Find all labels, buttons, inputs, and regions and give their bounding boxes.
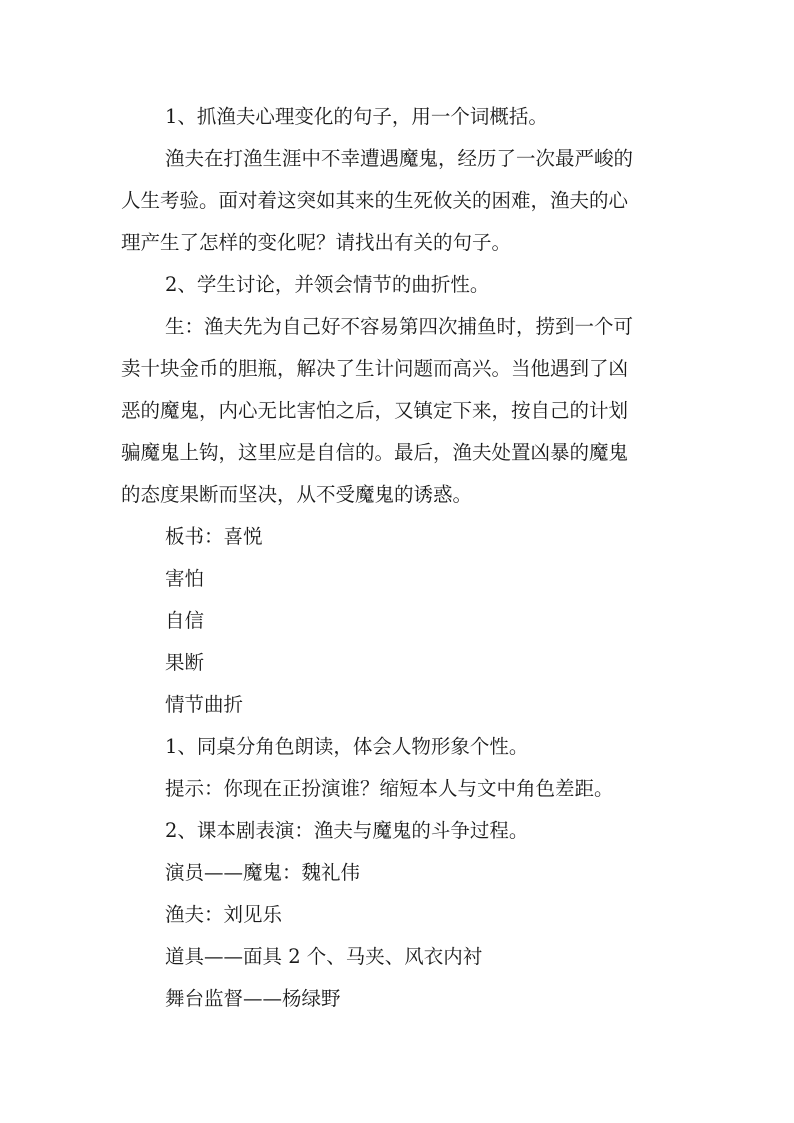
paragraph-line: 演员——魔鬼：魏礼伟 (165, 861, 361, 884)
board-item-plot (165, 684, 677, 726)
paragraph-line: 情节曲折 (165, 693, 244, 716)
paragraph-line: 生：渔夫先为自己好不容易第四次捕鱼时，捞到一个可 (165, 315, 634, 338)
board-item-fear (165, 558, 677, 600)
paragraph-line: 果断 (165, 651, 205, 674)
paragraph-hint (165, 768, 677, 810)
board-item-confidence (165, 600, 677, 642)
paragraph-line: 板书：喜悦 (165, 525, 263, 548)
paragraph-line: 的态度果断而坚决，从不受魔鬼的诱惑。 (121, 483, 473, 506)
paragraph-play-task (165, 810, 677, 852)
paragraph-line: 2、学生讨论，并领会情节的曲折性。 (165, 273, 490, 296)
paragraph-task-1 (165, 96, 677, 138)
stage-manager-line (165, 978, 677, 1020)
paragraph-task-2 (165, 264, 677, 306)
paragraph-line: 舞台监督——杨绿野 (165, 987, 341, 1010)
paragraph-fisherman-intro (121, 138, 677, 264)
paragraph-line: 恶的魔鬼，内心无比害怕之后，又镇定下来，按自己的计划 (121, 399, 629, 422)
paragraph-line: 害怕 (165, 567, 205, 590)
paragraph-line: 渔夫：刘见乐 (165, 903, 283, 926)
paragraph-line: 理产生了怎样的变化呢？请找出有关的句子。 (121, 231, 512, 254)
paragraph-line: 1、抓渔夫心理变化的句子，用一个词概括。 (165, 105, 548, 128)
cast-fisherman (165, 894, 677, 936)
cast-devil (165, 852, 677, 894)
paragraph-line: 1、同桌分角色朗读，体会人物形象个性。 (165, 735, 529, 758)
paragraph-line: 渔夫在打渔生涯中不幸遭遇魔鬼，经历了一次最严峻的 (165, 147, 634, 170)
paragraph-student-answer (121, 306, 677, 516)
props-line (165, 936, 677, 978)
paragraph-line: 2、课本剧表演：渔夫与魔鬼的斗争过程。 (165, 819, 529, 842)
board-item-decisive (165, 642, 677, 684)
paragraph-reading-task (165, 726, 677, 768)
board-heading (165, 516, 677, 558)
paragraph-line: 提示：你现在正扮演谁？缩短本人与文中角色差距。 (165, 777, 614, 800)
paragraph-line: 骗魔鬼上钩，这里应是自信的。最后，渔夫处置凶暴的魔鬼 (121, 441, 629, 464)
paragraph-line: 道具——面具 2 个、马夹、风衣内衬 (165, 945, 483, 968)
paragraph-line: 自信 (165, 609, 205, 632)
paragraph-line: 人生考验。面对着这突如其来的生死攸关的困难，渔夫的心 (121, 189, 629, 212)
paragraph-line: 卖十块金币的胆瓶，解决了生计问题而高兴。当他遇到了凶 (121, 357, 629, 380)
